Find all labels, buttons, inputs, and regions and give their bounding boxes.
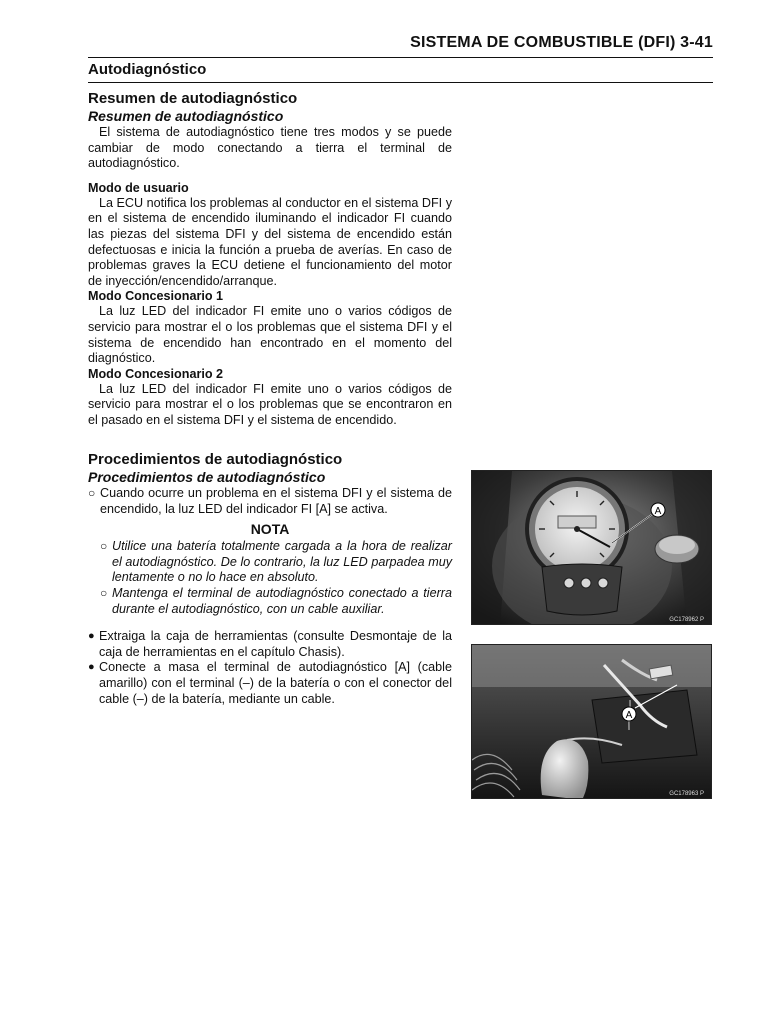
procedures-heading: Procedimientos de autodiagnóstico	[88, 451, 343, 468]
bullet-item-toolbox-text: Extraiga la caja de herramientas (consulte Desmontaje de la caja de herramientas en el capítulo Chasis).	[99, 629, 452, 659]
circle-icon: ○	[100, 539, 108, 554]
figure-instrument-panel	[471, 470, 712, 625]
mode-title-dealer-2: Modo Concesionario 2	[88, 366, 224, 381]
bullet-item-ground-terminal	[88, 660, 452, 707]
mode-text-user: La ECU notifica los problemas al conductor en el sistema DFI y en el sistema de encendido iluminando el indicador FI cuando las piezas del sistema DFI y del sistema de encendido están defectuosas e inicia la función a prueba de averías. En caso de problemas graves la ECU detiene el funcionamiento del motor de inyección/encendido/arranque.	[88, 195, 452, 288]
header-rule	[88, 57, 713, 58]
procedures-subheading: Procedimientos de autodiagnóstico	[88, 469, 326, 485]
bullet-icon: ●	[88, 661, 95, 674]
summary-block	[88, 90, 452, 429]
procedures-block	[88, 451, 452, 707]
terminal-photo	[472, 645, 712, 799]
bullet-item-ground-terminal-text: Conecte a masa el terminal de autodiagnóstico [A] (cable amarillo) con el terminal (–) de la batería o con el conector del cable (–) de la batería, mediante un cable.	[99, 660, 452, 706]
summary-heading: Resumen de autodiagnóstico	[88, 90, 298, 107]
instrument-panel-photo	[472, 471, 712, 625]
mode-title-user: Modo de usuario	[88, 180, 189, 195]
figure-1-callout: A	[654, 506, 662, 517]
mode-text-dealer-2: La luz LED del indicador FI emite uno o varios códigos de servicio para mostrar el o los problemas que se encontraron en el pasado en el sistema DFI y el sistema de encendido.	[88, 381, 452, 427]
mode-title-dealer-1: Modo Concesionario 1	[88, 289, 224, 304]
figure-2-callout: A	[625, 710, 633, 721]
figure-1-code: GC178962 P	[669, 617, 704, 623]
nota-item-ground	[100, 586, 452, 617]
bullet-icon: ●	[88, 630, 95, 643]
procedure-item-led-text: Cuando ocurre un problema en el sistema DFI y el sistema de encendido, la luz LED del indicador FI [A] se activa.	[100, 486, 452, 516]
figure-self-diagnosis-terminal	[471, 644, 712, 799]
nota-block	[88, 539, 452, 617]
section-title: Autodiagnóstico	[88, 61, 207, 78]
circle-icon: ○	[100, 585, 108, 600]
page-header: SISTEMA DE COMBUSTIBLE (DFI) 3-41	[410, 34, 713, 51]
nota-item-battery	[100, 539, 452, 586]
nota-title: NOTA	[250, 521, 290, 538]
summary-intro: El sistema de autodiagnóstico tiene tres modos y se puede cambiar de modo conectando a tierra el terminal de autodiagnóstico.	[88, 125, 452, 171]
circle-icon: ○	[88, 486, 96, 500]
nota-item-battery-text: Utilice una batería totalmente cargada a la hora de realizar el autodiagnóstico. De lo contrario, la luz LED parpadea muy lentamente o no lo hace en absoluto.	[112, 539, 452, 585]
summary-subheading: Resumen de autodiagnóstico	[88, 108, 284, 124]
procedure-item-led	[88, 486, 452, 517]
figure-2-code: GC178963 P	[669, 791, 704, 797]
nota-item-ground-text: Mantenga el terminal de autodiagnóstico conectado a tierra durante el autodiagnóstico, con un cable auxiliar.	[112, 585, 452, 616]
bullet-item-toolbox	[88, 629, 452, 660]
mode-text-dealer-1: La luz LED del indicador FI emite uno o varios códigos de servicio para mostrar el o los problemas que el sistema DFI y el sistema de encendido han encontrado en el momento del diagnóstico.	[88, 304, 452, 366]
section-rule	[88, 82, 713, 83]
